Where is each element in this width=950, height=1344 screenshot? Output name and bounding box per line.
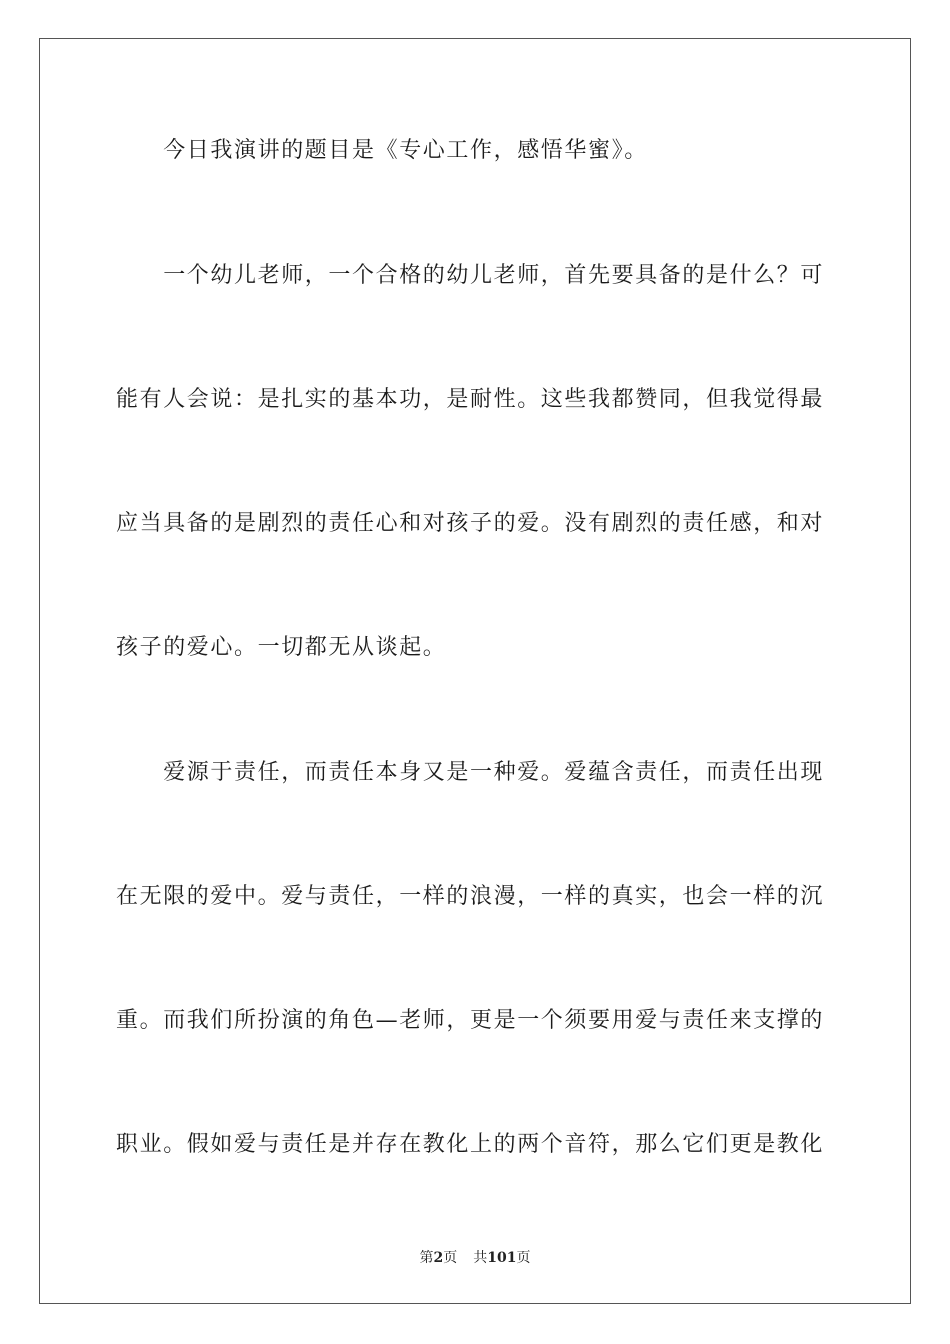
text-line: 在无限的爱中。爱与责任，一样的浪漫，一样的真实，也会一样的沉 xyxy=(116,884,825,909)
text-line: 孩子的爱心。一切都无从谈起。 xyxy=(116,635,447,660)
text-line: 应当具备的是剧烈的责任心和对孩子的爱。没有剧烈的责任感，和对 xyxy=(116,511,825,536)
text-line: 今日我演讲的题目是《专心工作，感悟华蜜》。 xyxy=(116,138,648,163)
page-border xyxy=(39,38,911,1304)
page-footer xyxy=(0,1248,950,1268)
total-pages: 101 xyxy=(487,1250,517,1266)
text-line: 职业。假如爱与责任是并存在教化上的两个音符，那么它们更是教化 xyxy=(116,1132,825,1157)
page-suffix: 页 xyxy=(443,1250,458,1266)
text-line: 爱源于责任，而责任本身又是一种爱。爱蕴含责任，而责任出现 xyxy=(116,760,825,785)
page-prefix: 第 xyxy=(419,1250,434,1266)
text-line: 能有人会说：是扎实的基本功，是耐性。这些我都赞同，但我觉得最 xyxy=(116,387,825,412)
text-line: 重。而我们所扮演的角色—老师，更是一个须要用爱与责任来支撑的 xyxy=(116,1008,825,1033)
text-line: 一个幼儿老师，一个合格的幼儿老师，首先要具备的是什么？可 xyxy=(116,263,825,288)
total-prefix: 共 xyxy=(473,1250,488,1266)
page-number: 2 xyxy=(433,1250,444,1266)
total-suffix: 页 xyxy=(516,1250,531,1266)
